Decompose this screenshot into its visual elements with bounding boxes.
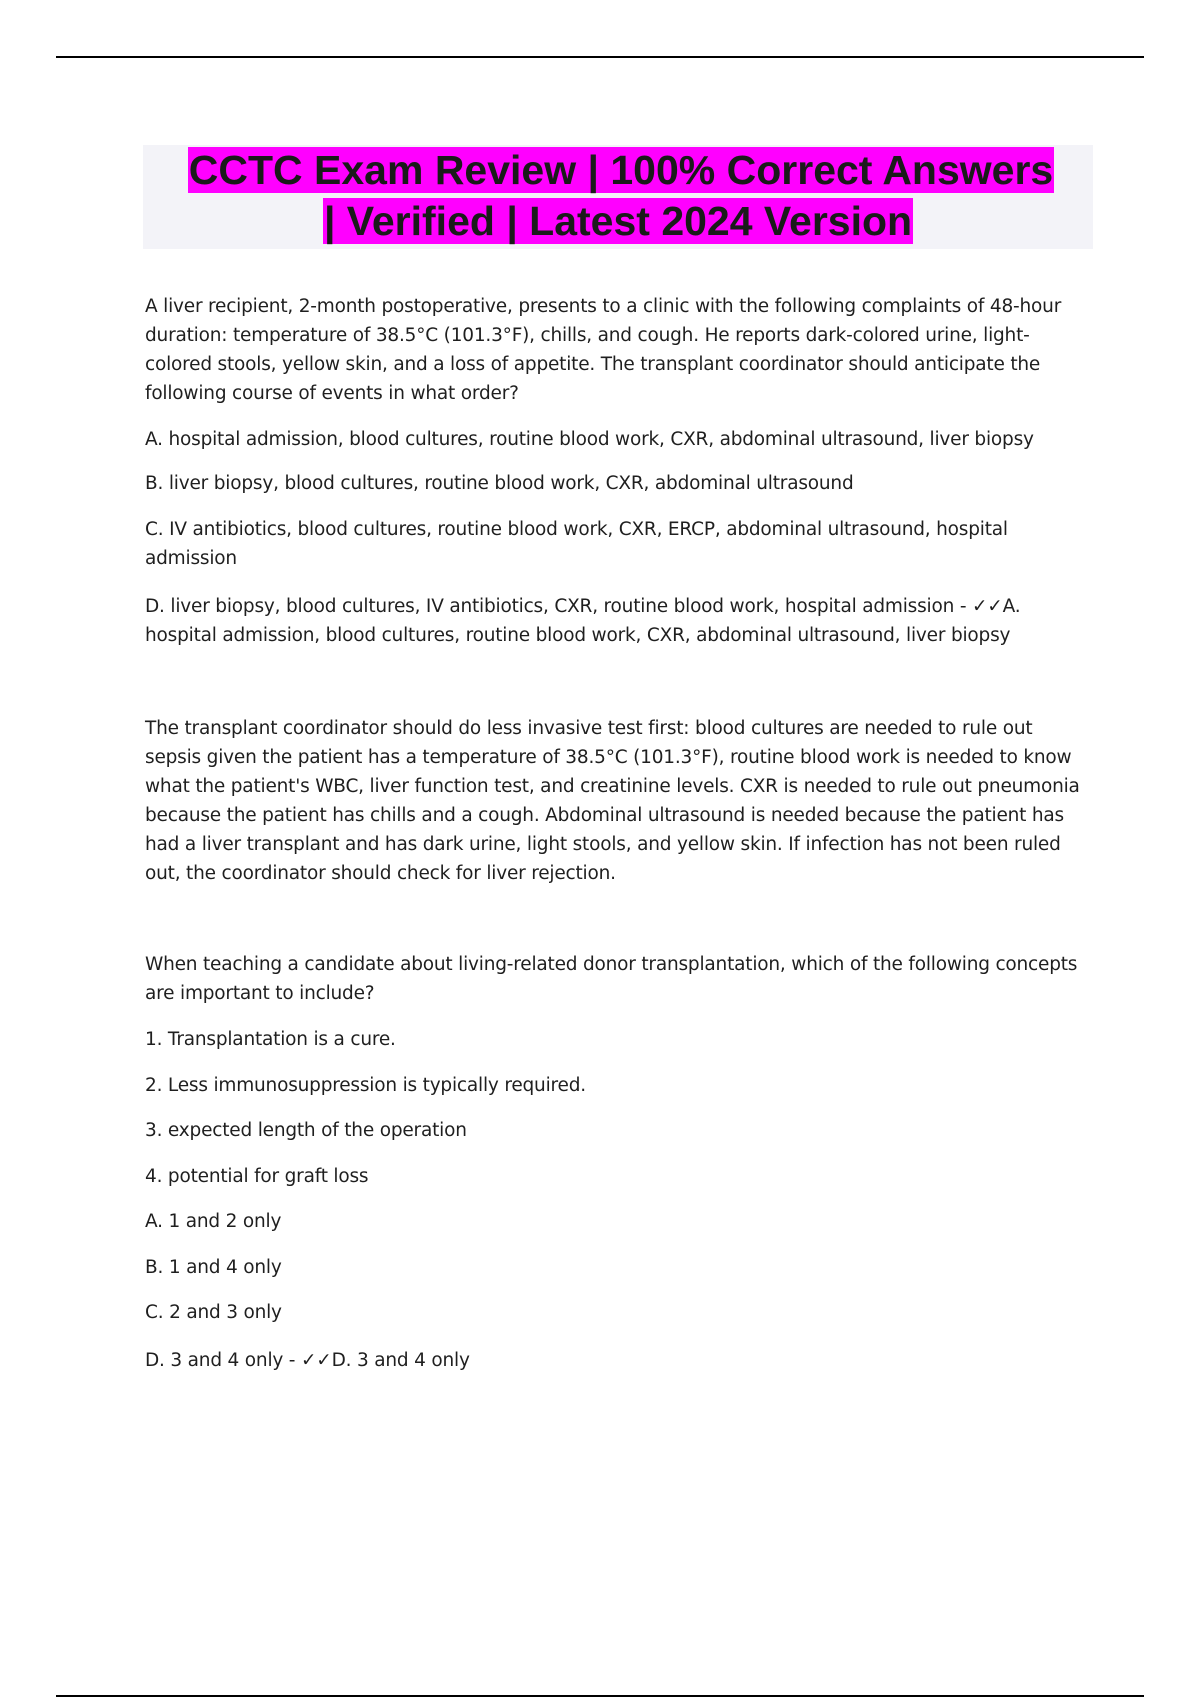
q1-option-b: B. liver biopsy, blood cultures, routine blood work, CXR, abdominal ultrasound xyxy=(145,473,854,494)
q1-option-a: A. hospital admission, blood cultures, routine blood work, CXR, abdominal ultrasound, liver biopsy xyxy=(145,429,1034,450)
q1-option-c: C. IV antibiotics, blood cultures, routine blood work, CXR, ERCP, abdominal ultrasound, hospital admission xyxy=(145,519,1008,569)
q2-item-3: 3. expected length of the operation xyxy=(145,1120,467,1141)
q2-item-4: 4. potential for graft loss xyxy=(145,1166,369,1187)
document-title xyxy=(143,145,1093,249)
q2-question: When teaching a candidate about living-related donor transplantation, which of the following concepts are important to include? xyxy=(145,954,1078,1004)
q2-option-b: B. 1 and 4 only xyxy=(145,1257,282,1278)
title-line-1 xyxy=(149,145,1093,196)
q2-item-2: 2. Less immunosuppression is typically required. xyxy=(145,1075,586,1096)
q1-option-d-answer: D. liver biopsy, blood cultures, IV antibiotics, CXR, routine blood work, hospital admission - ✓✓A. hospital admission, blood cultures, routine blood work, CXR, abdominal ultrasound, liver biopsy xyxy=(145,596,1021,646)
q2-option-c: C. 2 and 3 only xyxy=(145,1302,282,1323)
title-line-2 xyxy=(143,196,1093,247)
q2-option-a: A. 1 and 2 only xyxy=(145,1211,282,1232)
title-line-1-text: CCTC Exam Review | 100% Correct Answers xyxy=(188,147,1054,193)
q2-option-d-answer: D. 3 and 4 only - ✓✓D. 3 and 4 only xyxy=(145,1350,470,1371)
q1-question: A liver recipient, 2-month postoperative, presents to a clinic with the following complaints of 48-hour duration: temperature of 38.5°C (101.3°F), chills, and cough. He reports dark-colored urine, light-colored stools, yellow skin, and a loss of appetite. The transplant coordinator should anticipate the following course of events in what order? xyxy=(145,296,1062,404)
q1-rationale: The transplant coordinator should do less invasive test first: blood cultures are needed to rule out sepsis given the patient has a temperature of 38.5°C (101.3°F), routine blood work is needed to know what the patient's WBC, liver function test, and creatinine levels. CXR is needed to rule out pneumonia because the patient has chills and a cough. Abdominal ultrasound is needed because the patient has had a liver transplant and has dark urine, light stools, and yellow skin. If infection has not been ruled out, the coordinator should check for liver rejection. xyxy=(145,718,1080,884)
title-line-2-text: | Verified | Latest 2024 Version xyxy=(323,198,913,244)
bottom-rule xyxy=(56,1695,1144,1697)
q2-item-1: 1. Transplantation is a cure. xyxy=(145,1029,396,1050)
top-rule xyxy=(56,56,1144,58)
